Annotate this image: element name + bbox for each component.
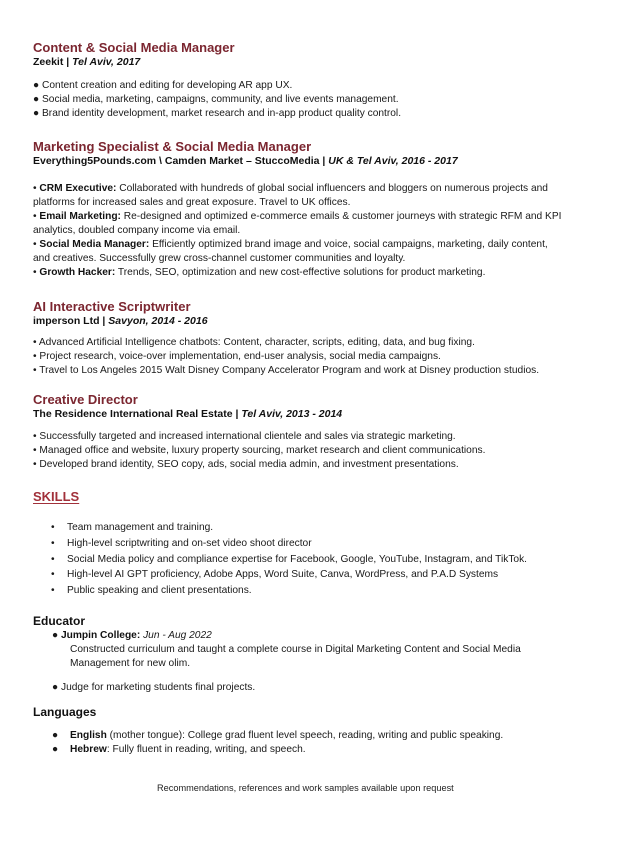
skills-heading: SKILLS	[33, 489, 80, 504]
job-line: • Growth Hacker: Trends, SEO, optimization and new cost-effective solutions for product marketing.	[33, 267, 486, 278]
educator-desc: Management for new olim.	[70, 658, 191, 669]
languages-heading: Languages	[33, 705, 97, 719]
job-line: • Social Media Manager: Efficiently optimized brand image and voice, social campaigns, marketing, daily content,	[33, 239, 548, 250]
company-location: Tel Aviv, 2013 - 2014	[241, 408, 343, 420]
company-name: Everything5Pounds.com \ Camden Market – StuccoMedia	[33, 155, 320, 167]
educator-heading: Educator	[33, 614, 86, 628]
company-line: imperson Ltd | Savyon, 2014 - 2016	[33, 315, 208, 327]
job-line: ● Social media, marketing, campaigns, community, and live events management.	[33, 94, 399, 105]
job-title: AI Interactive Scriptwriter	[33, 299, 191, 314]
educator-college-line: ● Jumpin College: Jun - Aug 2022	[52, 630, 212, 641]
skill-item: • High-level AI GPT proficiency, Adobe Apps, Word Suite, Canva, WordPress, and P.A.D Systems	[51, 569, 499, 580]
company-name: imperson Ltd	[33, 315, 100, 327]
job-line: • Developed brand identity, SEO copy, ads, social media admin, and investment presentations.	[33, 459, 459, 470]
educator-desc: Constructed curriculum and taught a complete course in Digital Marketing Content and Social Media	[70, 644, 521, 655]
job-title: Content & Social Media Manager	[33, 40, 235, 55]
job-line: platforms for increased sales and great exposure. Travel to UK offices.	[33, 197, 351, 208]
footer-note: Recommendations, references and work samples available upon request	[157, 783, 454, 793]
job-line: • Advanced Artificial Intelligence chatbots: Content, character, scripts, editing, data, and bug fixing.	[33, 337, 475, 348]
job-line: • Email Marketing: Re-designed and optimized e-commerce emails & customer journeys with strategic RFM and KPI	[33, 211, 562, 222]
job-title: Marketing Specialist & Social Media Manager	[33, 139, 312, 154]
company-location: Savyon, 2014 - 2016	[108, 315, 208, 327]
company-line: The Residence International Real Estate | Tel Aviv, 2013 - 2014	[33, 408, 343, 420]
company-name: The Residence International Real Estate	[33, 408, 233, 420]
educator-judge: ● Judge for marketing students final projects.	[52, 682, 256, 693]
company-location: Tel Aviv, 2017	[72, 56, 141, 68]
job-line: • Travel to Los Angeles 2015 Walt Disney Company Accelerator Program and work at Disney production studios.	[33, 365, 540, 376]
job-line: analytics, doubled company income via email.	[33, 225, 241, 236]
company-line: Zeekit | Tel Aviv, 2017	[33, 56, 141, 68]
job-line: ● Brand identity development, market research and in-app product quality control.	[33, 108, 402, 119]
job-line: • CRM Executive: Collaborated with hundreds of global social influencers and bloggers on numerous projects and	[33, 183, 548, 194]
job-title: Creative Director	[33, 392, 138, 407]
language-item: ● Hebrew: Fully fluent in reading, writing, and speech.	[52, 744, 306, 755]
language-item: ● English (mother tongue): College grad fluent level speech, reading, writing and public speaking.	[52, 730, 504, 741]
skill-item: • Team management and training.	[51, 522, 214, 533]
company-name: Zeekit	[33, 56, 64, 68]
job-line: ● Content creation and editing for developing AR app UX.	[33, 80, 293, 91]
skill-item: • Public speaking and client presentations.	[51, 585, 252, 596]
job-line: and creatives. Successfully grew cross-channel customer communities and loyalty.	[33, 253, 406, 264]
company-line: Everything5Pounds.com \ Camden Market – StuccoMedia | UK & Tel Aviv, 2016 - 2017	[33, 155, 458, 167]
skill-item: • High-level scriptwriting and on-set video shoot director	[51, 538, 312, 549]
company-location: UK & Tel Aviv, 2016 - 2017	[328, 155, 458, 167]
skill-item: • Social Media policy and compliance expertise for Facebook, Google, YouTube, Instagram, and TikTok.	[51, 554, 528, 565]
job-line: • Project research, voice-over implementation, end-user analysis, social media campaigns.	[33, 351, 441, 362]
job-line: • Managed office and website, luxury property sourcing, market research and client communications.	[33, 445, 486, 456]
job-line: • Successfully targeted and increased international clientele and sales via strategic marketing.	[33, 431, 456, 442]
